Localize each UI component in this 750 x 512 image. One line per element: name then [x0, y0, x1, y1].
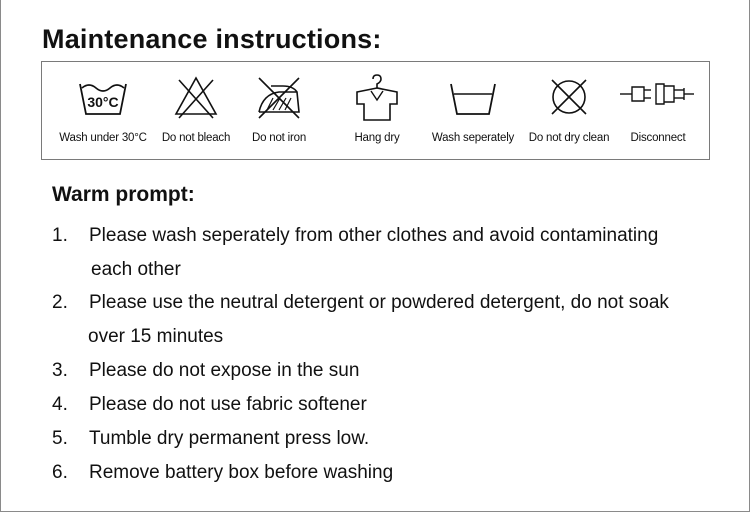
wash-separately-icon [447, 74, 499, 120]
list-text: Remove battery box before washing [89, 462, 394, 483]
care-label: Do not bleach [161, 132, 231, 144]
care-item-hang-dry [322, 62, 432, 159]
list-text: Please do not use fabric softener [89, 394, 367, 415]
do-not-dry-clean-icon [546, 74, 592, 120]
list-text: Tumble dry permanent press low. [89, 428, 370, 449]
list-text-continued: each other [91, 259, 181, 280]
care-label: Hang dry [354, 132, 400, 144]
list-number: 2. [52, 292, 68, 313]
list-number: 3. [52, 360, 68, 381]
warm-prompt-title: Warm prompt: [52, 183, 195, 206]
do-not-iron-icon [253, 74, 305, 120]
list-text: Please do not expose in the sun [89, 360, 360, 381]
care-label: Wash under 30°C [59, 132, 147, 144]
list-text: Please use the neutral detergent or powdered detergent, do not soak [89, 292, 669, 313]
list-number: 4. [52, 394, 68, 415]
list-text-continued: over 15 minutes [88, 326, 224, 347]
wash-temp-text: 30°C [87, 94, 119, 110]
care-label: Wash seperately [431, 132, 515, 144]
care-label: Do not iron [251, 132, 307, 144]
care-item-wash-separately [418, 62, 528, 159]
hang-dry-icon [351, 74, 403, 122]
care-label: Disconnect [630, 132, 686, 144]
list-text: Please wash seperately from other clothes and avoid contaminating [89, 225, 659, 246]
care-item-disconnect [603, 62, 713, 159]
list-number: 1. [52, 225, 68, 246]
care-symbols-panel [41, 61, 710, 160]
do-not-bleach-icon [173, 74, 219, 120]
disconnect-icon [618, 74, 698, 114]
care-item-no-iron [224, 62, 334, 159]
page-title: Maintenance instructions: [42, 24, 382, 54]
wash-30-icon [77, 74, 129, 120]
care-label: Do not dry clean [528, 132, 610, 144]
list-number: 5. [52, 428, 68, 449]
list-number: 6. [52, 462, 68, 483]
